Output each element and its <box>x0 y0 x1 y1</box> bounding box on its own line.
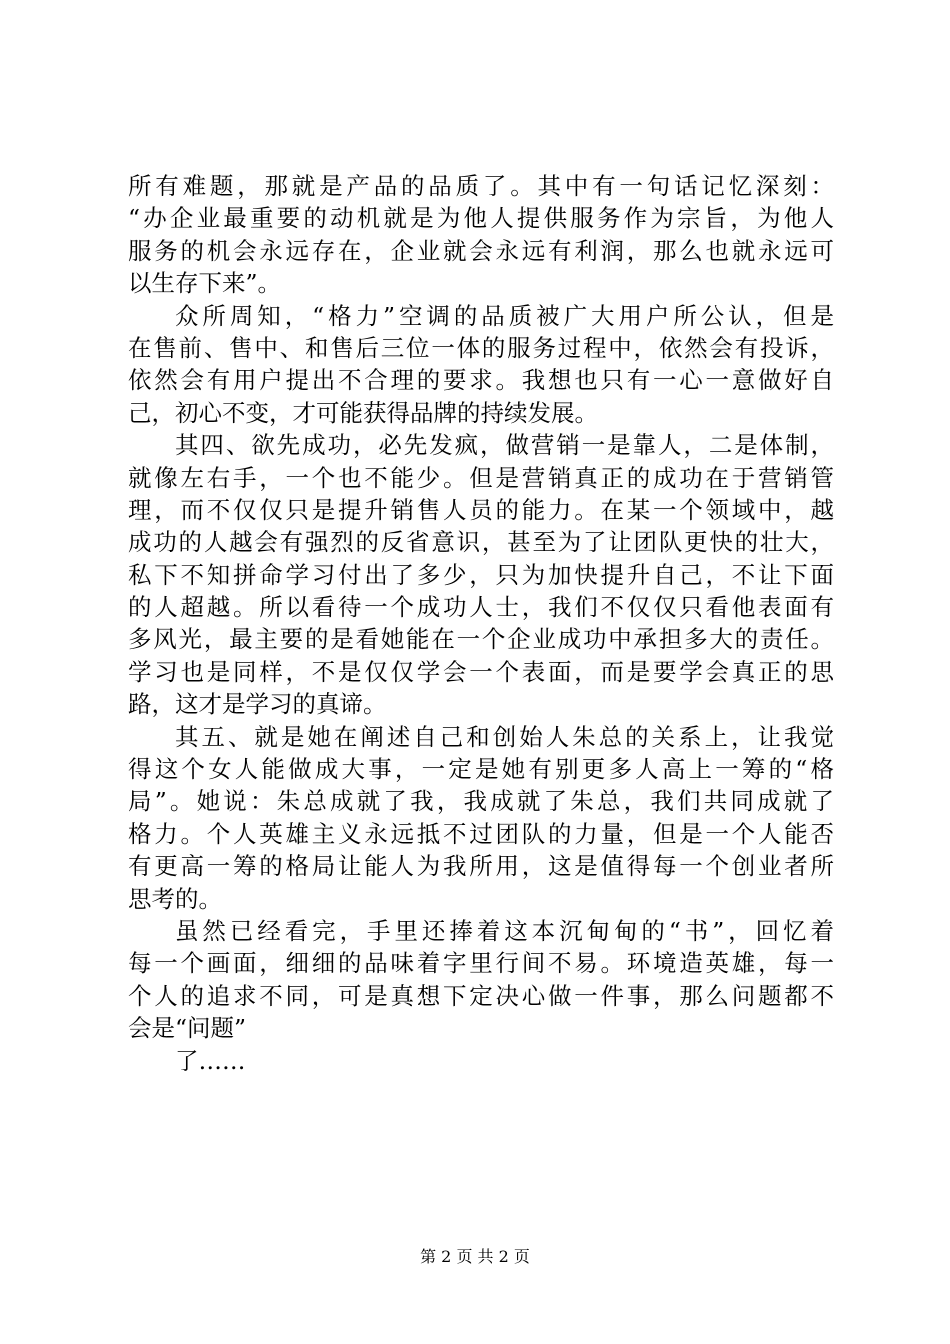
text-line: 就像左右手，一个也不能少。但是营销真正的成功在于营销管 <box>128 463 834 492</box>
text-line: 私下不知拼命学习付出了多少，只为加快提升自己，不让下面 <box>128 560 834 589</box>
text-line: 以生存下来”。 <box>128 269 282 298</box>
text-line: “办企业最重要的动机就是为他人提供服务作为宗旨，为他人 <box>128 204 834 233</box>
text-line: 个人的追求不同，可是真想下定决心做一件事，那么问题都不 <box>128 981 834 1010</box>
text-line: 会是“问题” <box>128 1014 247 1043</box>
text-line: 理，而不仅仅只是提升销售人员的能力。在某一个领域中，越 <box>128 495 834 524</box>
text-line: 有更高一筹的格局让能人为我所用，这是值得每一个创业者所 <box>128 852 834 881</box>
text-line: 每一个画面，细细的品味着字里行间不易。环境造英雄，每一 <box>128 949 834 978</box>
text-line: 学习也是同样，不是仅仅学会一个表面，而是要学会真正的思 <box>128 657 834 686</box>
text-line: 在售前、售中、和售后三位一体的服务过程中，依然会有投诉， <box>128 333 834 362</box>
text-line: 成功的人越会有强烈的反省意识，甚至为了让团队更快的壮大， <box>128 528 834 557</box>
text-line: 众所周知，“格力”空调的品质被广大用户所公认，但是 <box>175 301 834 330</box>
text-line: 得这个女人能做成大事，一定是她有别更多人高上一筹的“格 <box>128 755 834 784</box>
text-line: 其五、就是她在阐述自己和创始人朱总的关系上，让我觉 <box>175 722 834 751</box>
text-line: 的人超越。所以看待一个成功人士，我们不仅仅只看他表面有 <box>128 593 834 622</box>
text-line: 虽然已经看完，手里还捧着这本沉甸甸的“书”，回忆着 <box>175 916 834 945</box>
text-line: 服务的机会永远存在，企业就会永远有利润，那么也就永远可 <box>128 236 834 265</box>
text-line: 思考的。 <box>128 884 222 913</box>
page-number-footer: 第 2 页 共 2 页 <box>420 1247 530 1266</box>
text-line: 格力。个人英雄主义永远抵不过团队的力量，但是一个人能否 <box>128 819 834 848</box>
text-line: 所有难题，那就是产品的品质了。其中有一句话记忆深刻： <box>128 172 834 200</box>
text-line: 依然会有用户提出不合理的要求。我想也只有一心一意做好自 <box>128 366 834 395</box>
text-line: 路，这才是学习的真谛。 <box>128 690 387 719</box>
text-line: 多风光，最主要的是看她能在一个企业成功中承担多大的责任。 <box>128 625 834 654</box>
text-line: 己，初心不变，才可能获得品牌的持续发展。 <box>128 398 598 427</box>
document-body <box>128 170 834 1077</box>
text-line: 了…… <box>175 1046 246 1075</box>
text-line: 局”。她说：朱总成就了我，我成就了朱总，我们共同成就了 <box>128 787 834 816</box>
text-line: 其四、欲先成功，必先发疯，做营销一是靠人，二是体制， <box>175 431 834 460</box>
